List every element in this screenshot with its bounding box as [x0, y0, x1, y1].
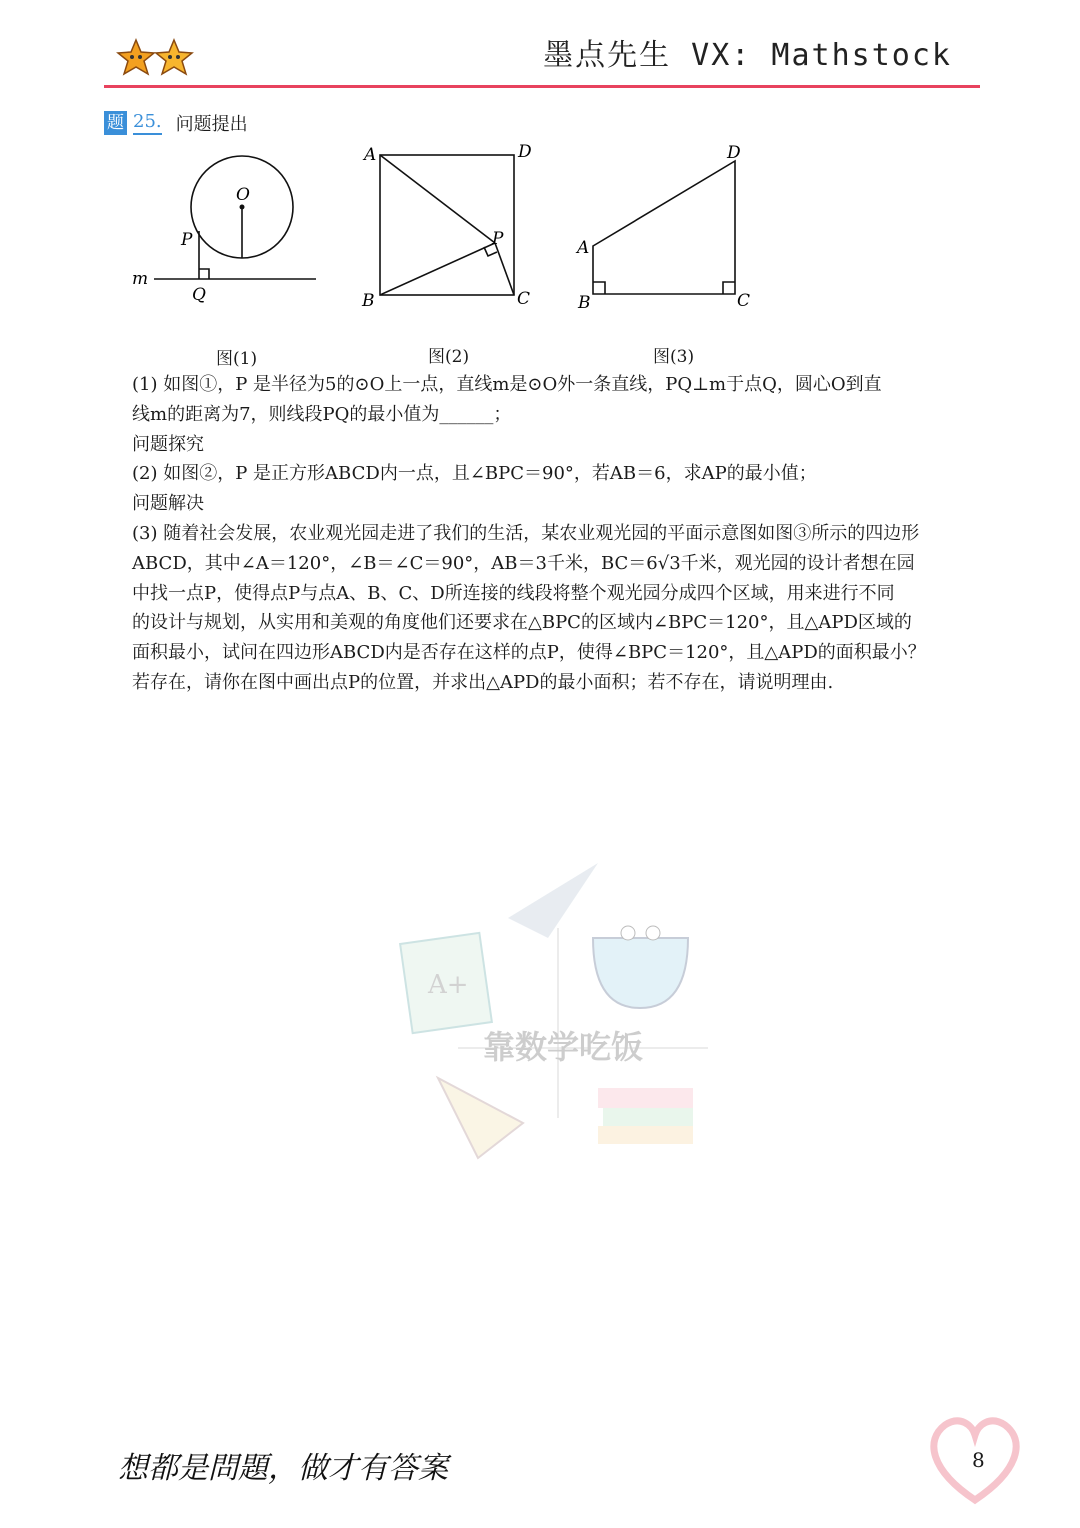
part-3-line-3: 中找一点P，使得点P与点A、B、C、D所连接的线段将整个观光园分成四个区域，用来进行不同 — [132, 582, 895, 604]
part-3-line-4: 的设计与规划，从实用和美观的角度他们还要求在△BPC的区域内∠BPC＝120°，且△APD区域的 — [132, 612, 912, 634]
header-title: 墨点先生 VX: Mathstock — [543, 38, 952, 73]
figure-1-circle-line — [154, 156, 316, 279]
fig2-label-a: A — [364, 145, 377, 165]
question-heading — [104, 110, 248, 136]
figure-2-caption: 图(2) — [428, 347, 470, 367]
figure-2-square — [380, 155, 514, 295]
fig3-label-a: A — [577, 238, 590, 258]
figure-1-caption: 图(1) — [216, 349, 258, 369]
figure-3-caption: 图(3) — [653, 347, 695, 367]
section-title-3: 问题解决 — [132, 493, 204, 515]
fig2-label-b: B — [362, 291, 375, 311]
fig3-label-b: B — [578, 293, 591, 313]
footer-slogan-text: 想都是問題，做才有答案 — [118, 1451, 448, 1486]
footer-slogan — [118, 1440, 498, 1494]
question-body — [132, 370, 982, 698]
fig2-label-c: C — [517, 289, 531, 309]
header-divider — [104, 85, 980, 88]
part-3-line-1: (3) 随着社会发展，农业观光园走进了我们的生活，某农业观光园的平面示意图如图③所示的四边形 — [132, 522, 920, 544]
section-title-2: 问题探究 — [132, 433, 204, 455]
section-title-1: 问题提出 — [175, 114, 248, 135]
part-3-line-2: ABCD，其中∠A＝120°，∠B＝∠C＝90°，AB＝3千米，BC＝6√3千米，观光园的设计者想在园 — [132, 552, 915, 574]
part-1-line-2: 线m的距离为7，则线段PQ的最小值为______； — [132, 403, 512, 425]
part-3-line-5: 面积最小，试问在四边形ABCD内是否存在这样的点P，使得∠BPC＝120°，且△APD的面积最小？ — [132, 642, 926, 664]
watermark-text: 靠数学吃饭 — [483, 1028, 644, 1066]
figure-3-quadrilateral — [593, 161, 735, 294]
fig1-label-p: P — [181, 230, 193, 250]
fig1-label-m: m — [132, 269, 149, 289]
part-2: (2) 如图②，P 是正方形ABCD内一点，且∠BPC＝90°，若AB＝6，求AP的最小值； — [132, 463, 817, 485]
fig1-label-q: Q — [192, 285, 206, 305]
question-badge: 题 — [104, 111, 127, 135]
fig3-label-d: D — [727, 143, 741, 163]
figure-diagrams — [126, 140, 786, 340]
fig1-label-o: O — [236, 185, 250, 205]
figures-row — [126, 140, 786, 344]
question-number: 25. — [133, 111, 162, 135]
fig2-label-p: P — [492, 229, 504, 249]
page-number: 8 — [972, 1448, 985, 1472]
watermark — [398, 858, 718, 1172]
part-1-line-1: (1) 如图①，P 是半径为5的⊙O上一点，直线m是⊙O外一条直线，PQ⊥m于点Q，圆心O到直 — [132, 374, 882, 395]
header-stars-logo — [116, 38, 200, 84]
fig3-label-c: C — [737, 291, 751, 311]
fig2-label-d: D — [518, 142, 532, 162]
svg-text:A+: A+ — [428, 970, 469, 1000]
part-3-line-6: 若存在，请你在图中画出点P的位置，并求出△APD的最小面积；若不存在，请说明理由. — [132, 671, 834, 693]
